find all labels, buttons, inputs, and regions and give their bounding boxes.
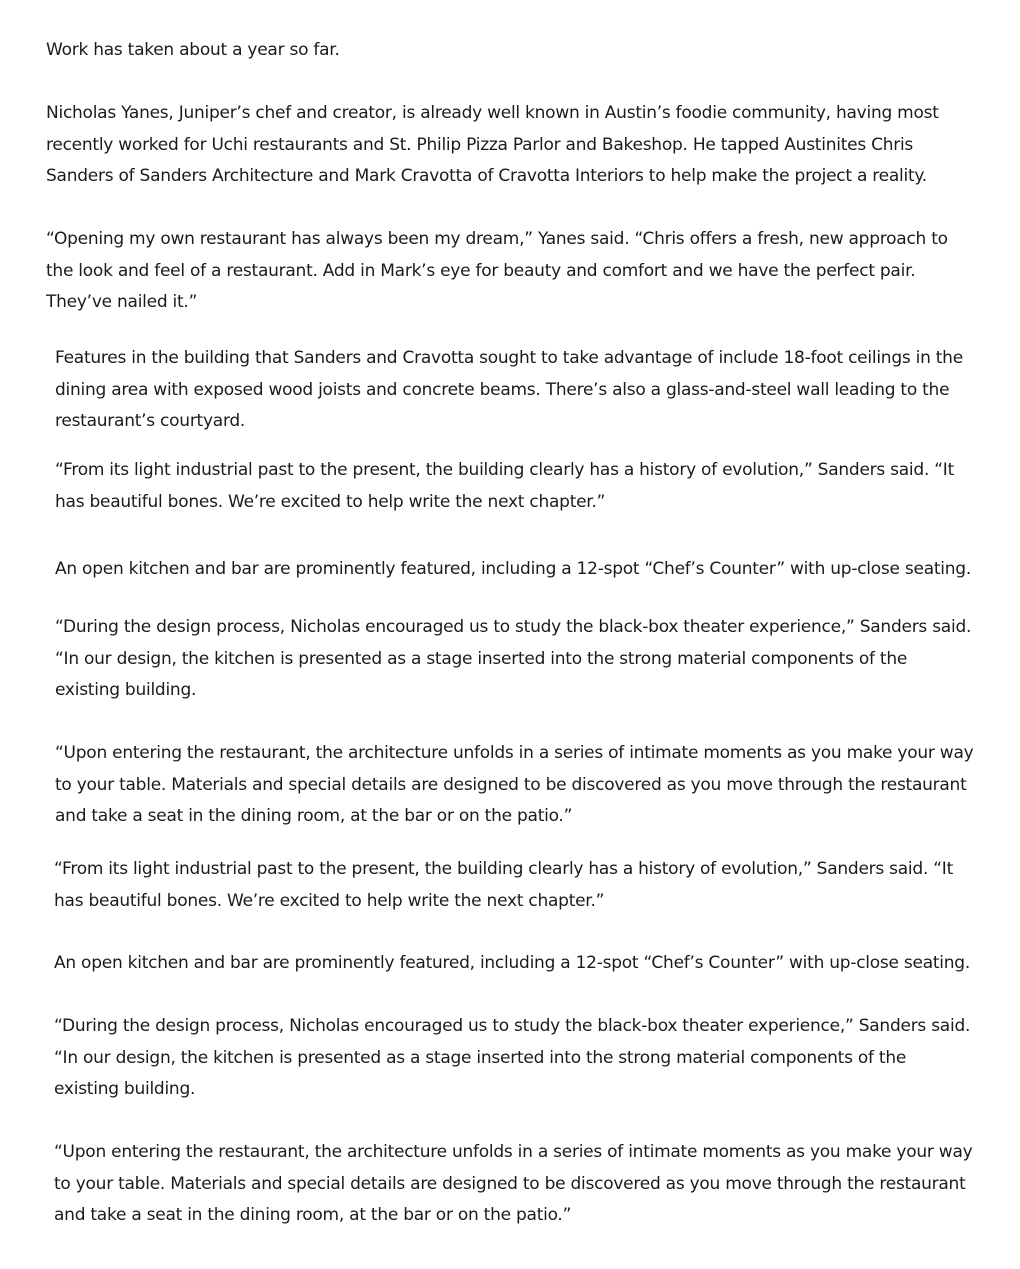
- paragraph-sanders-history-quote-repeat: “From its light industrial past to the present, the building clearly has a history of evolution,” Sanders said. “It has beautiful bones. We’re excited to help write the next chapter.”: [54, 859, 953, 911]
- paragraph-entering-quote-repeat: “Upon entering the restaurant, the architecture unfolds in a series of intimate moments as you make your way to your table. Materials and special details are designed to be discovered as you move through the restaurant and take a seat in the dining room, at the bar or on the patio.”: [54, 1142, 973, 1225]
- paragraph-chef-intro: Nicholas Yanes, Juniper’s chef and creator, is already well known in Austin’s foodie community, having most recently worked for Uchi restaurants and St. Philip Pizza Parlor and Bakeshop. He tapped Austinites Chris Sanders of Sanders Architecture and Mark Cravotta of Cravotta Interiors to help make the project a reality.: [46, 103, 939, 186]
- paragraph-yanes-quote: “Opening my own restaurant has always been my dream,” Yanes said. “Chris offers a fresh, new approach to the look and feel of a restaurant. Add in Mark’s eye for beauty and comfort and we have the perfect pair. They’ve nailed it.”: [46, 229, 948, 312]
- paragraph-sanders-history-quote: “From its light industrial past to the present, the building clearly has a history of evolution,” Sanders said. “It has beautiful bones. We’re excited to help write the next chapter.”: [55, 460, 954, 512]
- paragraph-work-duration: Work has taken about a year so far.: [46, 40, 340, 60]
- paragraph-building-features: Features in the building that Sanders and Cravotta sought to take advantage of include 18-foot ceilings in the dining area with exposed wood joists and concrete beams. There’s also a glass-and-steel wall leading to the restaurant’s courtyard.: [55, 348, 963, 431]
- paragraph-open-kitchen: An open kitchen and bar are prominently featured, including a 12-spot “Chef’s Counter” with up-close seating.: [55, 559, 971, 579]
- paragraph-open-kitchen-repeat: An open kitchen and bar are prominently featured, including a 12-spot “Chef’s Counter” with up-close seating.: [54, 953, 970, 973]
- paragraph-design-process-quote: “During the design process, Nicholas encouraged us to study the black-box theater experience,” Sanders said. “In our design, the kitchen is presented as a stage inserted into the strong material components of the existing building.: [55, 617, 972, 700]
- paragraph-entering-quote: “Upon entering the restaurant, the architecture unfolds in a series of intimate moments as you make your way to your table. Materials and special details are designed to be discovered as you move through the restaurant and take a seat in the dining room, at the bar or on the patio.”: [55, 743, 974, 826]
- paragraph-design-process-quote-repeat: “During the design process, Nicholas encouraged us to study the black-box theater experience,” Sanders said. “In our design, the kitchen is presented as a stage inserted into the strong material components of the existing building.: [54, 1016, 971, 1099]
